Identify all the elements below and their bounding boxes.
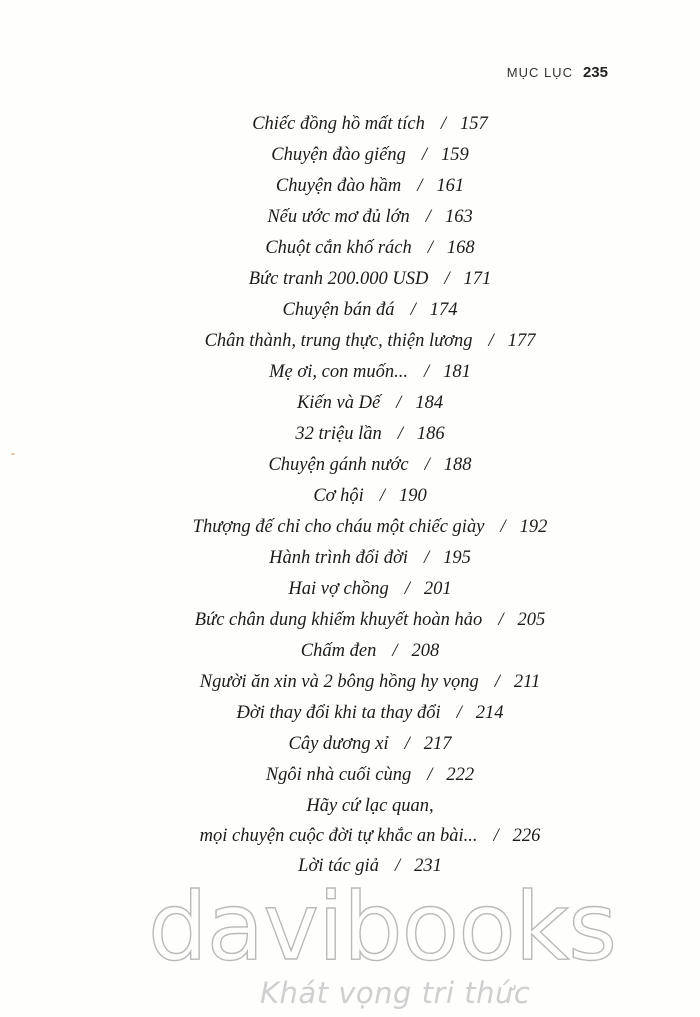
toc-separator: / <box>456 703 462 723</box>
toc-separator: / <box>440 114 447 134</box>
toc-entry <box>0 202 700 233</box>
toc-entry-title: Chuyện bán đá <box>282 300 395 320</box>
toc-entry <box>0 605 700 636</box>
toc-entry-title: Ngôi nhà cuối cùng <box>265 765 412 785</box>
toc-separator: / <box>427 765 433 785</box>
toc-entry-page: 188 <box>443 455 472 475</box>
toc-entry <box>0 729 700 760</box>
toc-entry-page: 177 <box>507 331 536 351</box>
toc-separator: / <box>404 579 410 599</box>
toc-entry <box>0 171 700 202</box>
toc-entry <box>0 326 700 357</box>
toc-entry-page: 159 <box>441 145 469 165</box>
toc-entry-title: Chuyện đào hầm <box>275 176 402 196</box>
watermark-tagline: Khát vọng tri thức <box>260 976 531 1010</box>
running-head <box>507 64 608 81</box>
toc-separator: / <box>397 424 403 444</box>
toc-entry <box>0 760 700 791</box>
toc-separator: / <box>421 145 427 165</box>
page-number: 235 <box>582 64 608 81</box>
toc-entry-title: Thượng đế chỉ cho cháu một chiếc giày <box>192 517 485 537</box>
toc-entry-title: Chuyện gánh nước <box>268 455 409 475</box>
toc-entry-page: 161 <box>436 176 465 196</box>
toc-separator: / <box>424 455 430 475</box>
toc-entry-title: Hành trình đổi đời <box>269 548 408 568</box>
toc-entry-page: 208 <box>411 641 440 661</box>
watermark <box>148 873 617 1010</box>
toc-entry-title: Hai vợ chồng <box>288 579 389 599</box>
toc-entry-page: 168 <box>446 238 475 258</box>
toc-entry <box>0 388 700 419</box>
toc-entry <box>0 636 700 667</box>
toc-entry-page: 157 <box>460 114 488 134</box>
toc-separator: / <box>404 734 410 754</box>
toc-entry-page: 205 <box>517 610 546 630</box>
toc-entry-page: 226 <box>512 826 541 846</box>
toc-entry-page: 163 <box>444 207 473 227</box>
toc-separator: / <box>444 269 450 289</box>
toc-entry <box>0 698 700 729</box>
toc-entry-title: Cơ hội <box>313 486 364 506</box>
toc-separator: / <box>423 548 430 568</box>
toc-separator: / <box>410 300 416 320</box>
toc-entry-title: Mẹ ơi, con muốn... <box>269 362 408 382</box>
toc-entry <box>0 419 700 450</box>
toc-entry-title-line1: Hãy cứ lạc quan, <box>306 796 434 816</box>
toc-entry-page: 174 <box>429 300 458 320</box>
toc-separator: / <box>396 393 402 413</box>
toc-entry-title: Kiến và Dế <box>296 393 381 413</box>
toc-entry-title: Cây dương xỉ <box>288 734 389 754</box>
toc-entry-title: Chuyện đào giếng <box>271 145 406 165</box>
toc-entry <box>0 140 700 171</box>
toc-separator: / <box>494 672 500 692</box>
section-title: MỤC LỤC <box>506 65 573 80</box>
toc-entry-title: Lời tác giả <box>298 856 379 876</box>
toc-separator: / <box>425 207 431 227</box>
toc-separator: / <box>427 238 433 258</box>
toc-entry <box>0 543 700 574</box>
toc-entry-title: Chân thành, trung thực, thiện lương <box>204 331 473 351</box>
toc-entry-page: 171 <box>463 269 492 289</box>
toc-entry-title: Nếu ước mơ đủ lớn <box>267 207 410 227</box>
toc-separator: / <box>500 517 506 537</box>
toc-entry <box>0 264 700 295</box>
toc-separator: / <box>417 176 423 196</box>
toc-entry-title: Chấm đen <box>300 641 377 661</box>
toc-entry <box>0 574 700 605</box>
toc-entry-page: 195 <box>443 548 471 568</box>
toc-entry-page: 222 <box>446 765 475 785</box>
toc-entry-title: Bức chân dung khiếm khuyết hoàn hảo <box>194 610 483 630</box>
toc-entry-title: Người ăn xin và 2 bông hồng hy vọng <box>199 672 479 692</box>
toc-entry <box>0 450 700 481</box>
toc-entry-page: 192 <box>519 517 548 537</box>
toc-separator: / <box>493 826 499 846</box>
toc-separator: / <box>394 856 401 876</box>
toc-separator: / <box>488 331 494 351</box>
toc-separator: / <box>379 486 385 506</box>
toc-entry-page: 181 <box>443 362 471 382</box>
toc-entry-title: Bức tranh 200.000 USD <box>248 269 429 289</box>
toc-entry-page: 217 <box>423 734 452 754</box>
toc-entry-title-line2: mọi chuyện cuộc đời tự khắc an bài... <box>199 826 478 846</box>
table-of-contents <box>0 109 700 882</box>
toc-entry-title: 32 triệu lần <box>295 424 382 444</box>
toc-entry <box>0 512 700 543</box>
toc-entry <box>0 791 700 851</box>
toc-entry-title-line2-wrap <box>0 821 700 851</box>
toc-entry-page: 190 <box>398 486 427 506</box>
toc-entry <box>0 357 700 388</box>
toc-entry <box>0 233 700 264</box>
toc-entry-page: 184 <box>415 393 444 413</box>
toc-entry-page: 214 <box>475 703 504 723</box>
toc-entry <box>0 481 700 512</box>
toc-entry-page: 211 <box>513 672 541 692</box>
toc-entry <box>0 667 700 698</box>
toc-separator: / <box>423 362 430 382</box>
toc-entry-title: Chuột cắn khố rách <box>265 238 412 258</box>
watermark-brand: davibooks <box>148 873 617 982</box>
toc-entry <box>0 109 700 140</box>
toc-entry-page: 186 <box>416 424 445 444</box>
toc-entry-title: Chiếc đồng hồ mất tích <box>252 114 425 134</box>
toc-entry-title: Đời thay đổi khi ta thay đổi <box>236 703 441 723</box>
toc-separator: / <box>392 641 398 661</box>
toc-entry-page: 231 <box>414 856 442 876</box>
toc-entry <box>0 295 700 326</box>
toc-entry-page: 201 <box>423 579 452 599</box>
toc-separator: / <box>498 610 504 630</box>
